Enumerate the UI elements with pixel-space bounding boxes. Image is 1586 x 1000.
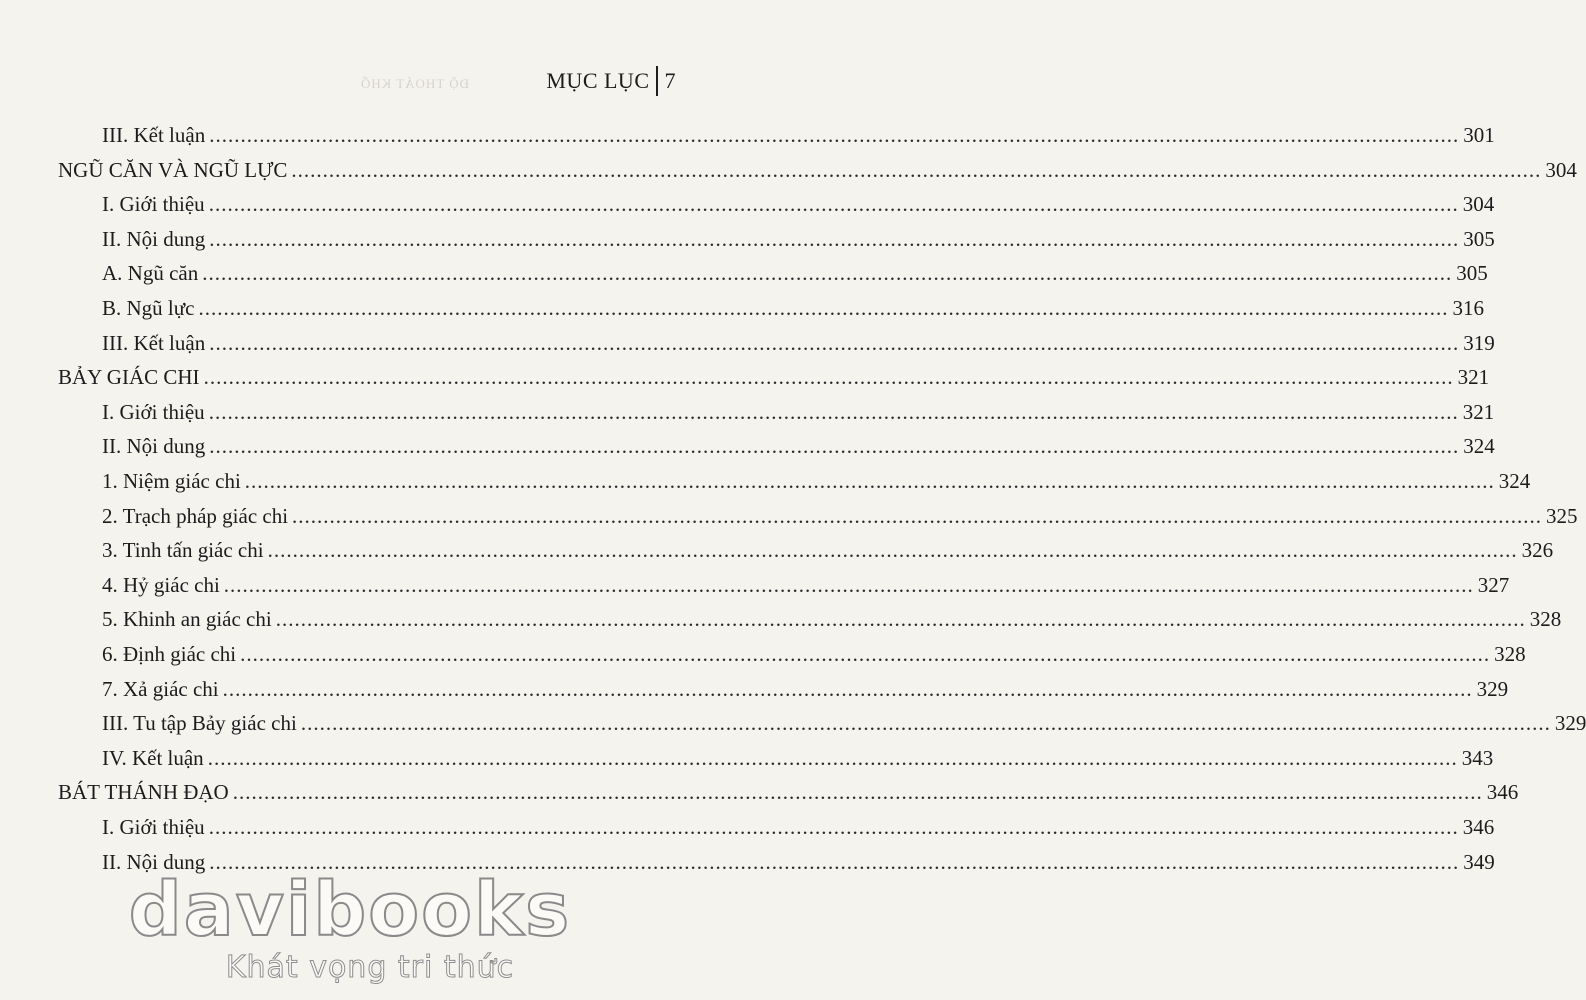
page-number: 7: [664, 68, 676, 93]
toc-entry-row: [0, 602, 1562, 636]
toc-leader-dots: ........................................................................................................................................................................................................: [291, 157, 1542, 182]
toc-entry-row: [0, 568, 1510, 602]
toc-entry-label: BẢY GIÁC CHI: [58, 365, 200, 390]
toc-leader-dots: ........................................................................................................................................................................................................: [208, 399, 1459, 424]
toc-leader-dots: ........................................................................................................................................................................................................: [267, 538, 1518, 563]
toc-entry-label: III. Tu tập Bảy giác chi: [102, 711, 297, 736]
toc-entry-row: [0, 637, 1526, 671]
toc-entry-row: [0, 222, 1495, 256]
toc-entry-label: 1. Niệm giác chi: [102, 469, 241, 493]
toc-entry-page: 301: [1463, 123, 1495, 147]
toc-entry-row: [0, 533, 1554, 567]
toc-entry-page: 304: [1462, 192, 1495, 217]
toc-entry-row: [0, 395, 1495, 429]
toc-entry-label: 7. Xả giác chi: [102, 676, 219, 701]
toc-entry-page: 327: [1477, 572, 1510, 597]
toc-entry-row: [0, 672, 1509, 706]
toc-leader-dots: ........................................................................................................................................................................................................: [208, 192, 1459, 217]
toc-entry-page: 346: [1462, 815, 1495, 839]
toc-entry-label: B. Ngũ lực: [102, 296, 195, 320]
toc-entry-label: A. Ngũ căn: [102, 261, 199, 286]
toc-entry-label: II. Nội dung: [102, 849, 206, 874]
toc-entry-page: 349: [1463, 849, 1495, 874]
toc-entry-page: 305: [1456, 261, 1488, 286]
toc-entry-page: 319: [1463, 330, 1495, 355]
toc-entry-row: [0, 706, 1586, 740]
toc-entry-label: 6. Định giác chi: [102, 642, 237, 666]
toc-entry-page: 328: [1529, 607, 1562, 632]
toc-entry-row: [0, 326, 1495, 360]
toc-entry-page: 329: [1554, 711, 1586, 736]
toc-section-row: [0, 775, 1519, 809]
toc-entry-label: I. Giới thiệu: [102, 192, 205, 217]
toc-entry-page: 305: [1463, 226, 1495, 251]
toc-leader-dots: ........................................................................................................................................................................................................: [240, 642, 1491, 666]
watermark: [0, 867, 700, 985]
toc-leader-dots: ........................................................................................................................................................................................................: [202, 261, 1453, 286]
toc-leader-dots: ........................................................................................................................................................................................................: [209, 434, 1460, 459]
toc-leader-dots: ........................................................................................................................................................................................................: [198, 296, 1449, 320]
toc-entry-row: [0, 810, 1495, 844]
header-title: MỤC LỤC: [546, 68, 650, 93]
toc-leader-dots: ........................................................................................................................................................................................................: [222, 676, 1473, 701]
toc-entry-label: BÁT THÁNH ĐẠO: [58, 780, 229, 805]
toc-entry-page: 321: [1462, 399, 1495, 424]
toc-entry-page: 316: [1452, 296, 1484, 320]
header-divider: [656, 66, 658, 96]
toc-leader-dots: ........................................................................................................................................................................................................: [300, 711, 1551, 736]
toc-leader-dots: ........................................................................................................................................................................................................: [292, 503, 1543, 528]
watermark-tagline: Khát vọng tri thức: [225, 950, 515, 985]
toc-leader-dots: ........................................................................................................................................................................................................: [203, 365, 1454, 390]
toc-entry-page: 329: [1476, 676, 1509, 701]
toc-section-row: [0, 153, 1577, 187]
toc-entry-label: I. Giới thiệu: [102, 815, 205, 839]
toc-entry-row: [0, 291, 1484, 325]
toc-entry-page: 346: [1486, 780, 1519, 805]
toc-leader-dots: ........................................................................................................................................................................................................: [208, 815, 1459, 839]
toc-entry-row: [0, 499, 1578, 533]
toc-entry-row: [0, 741, 1494, 775]
bleed-through-text: ĐỘ THOÁT KHỔ: [360, 76, 470, 91]
toc-entry-row: [0, 845, 1495, 879]
toc-entry-page: 324: [1463, 434, 1495, 459]
toc-leader-dots: ........................................................................................................................................................................................................: [223, 572, 1474, 597]
toc-entry-row: [0, 187, 1495, 221]
toc-entry-label: 2. Trạch pháp giác chi: [102, 503, 289, 528]
toc-entry-label: IV. Kết luận: [102, 745, 204, 770]
toc-entry-label: 3. Tinh tấn giác chi: [102, 538, 264, 563]
watermark-brand: davibooks: [128, 867, 572, 953]
toc-leader-dots: ........................................................................................................................................................................................................: [275, 607, 1526, 632]
toc-entry-label: III. Kết luận: [102, 123, 206, 147]
toc-entry-page: 343: [1461, 745, 1494, 770]
toc-leader-dots: ........................................................................................................................................................................................................: [209, 849, 1460, 874]
running-header: [546, 66, 676, 96]
toc-leader-dots: ........................................................................................................................................................................................................: [232, 780, 1483, 805]
toc-leader-dots: ........................................................................................................................................................................................................: [209, 330, 1460, 355]
toc-entry-label: I. Giới thiệu: [102, 399, 205, 424]
toc-entry-row: [0, 256, 1488, 290]
toc-leader-dots: ........................................................................................................................................................................................................: [207, 745, 1458, 770]
toc-leader-dots: ........................................................................................................................................................................................................: [209, 226, 1460, 251]
toc-entry-row: [0, 118, 1495, 152]
toc-entry-row: [0, 464, 1531, 498]
toc-entry-page: 325: [1546, 503, 1578, 528]
toc-entry-label: NGŨ CĂN VÀ NGŨ LỰC: [58, 157, 288, 182]
toc-entry-label: 4. Hỷ giác chi: [102, 572, 220, 597]
toc-entry-page: 304: [1545, 157, 1577, 182]
toc-entry-page: 324: [1498, 469, 1531, 493]
toc-entry-label: III. Kết luận: [102, 330, 206, 355]
toc-entry-row: [0, 429, 1495, 463]
toc-entry-page: 326: [1521, 538, 1554, 563]
toc-section-row: [0, 360, 1490, 394]
toc-entry-page: 321: [1457, 365, 1490, 390]
toc-entry-label: II. Nội dung: [102, 434, 206, 459]
toc-entry-page: 328: [1494, 642, 1526, 666]
toc-entry-label: II. Nội dung: [102, 226, 206, 251]
toc-entry-label: 5. Khinh an giác chi: [102, 607, 272, 632]
toc-leader-dots: ........................................................................................................................................................................................................: [209, 123, 1460, 147]
toc-leader-dots: ........................................................................................................................................................................................................: [244, 469, 1495, 493]
